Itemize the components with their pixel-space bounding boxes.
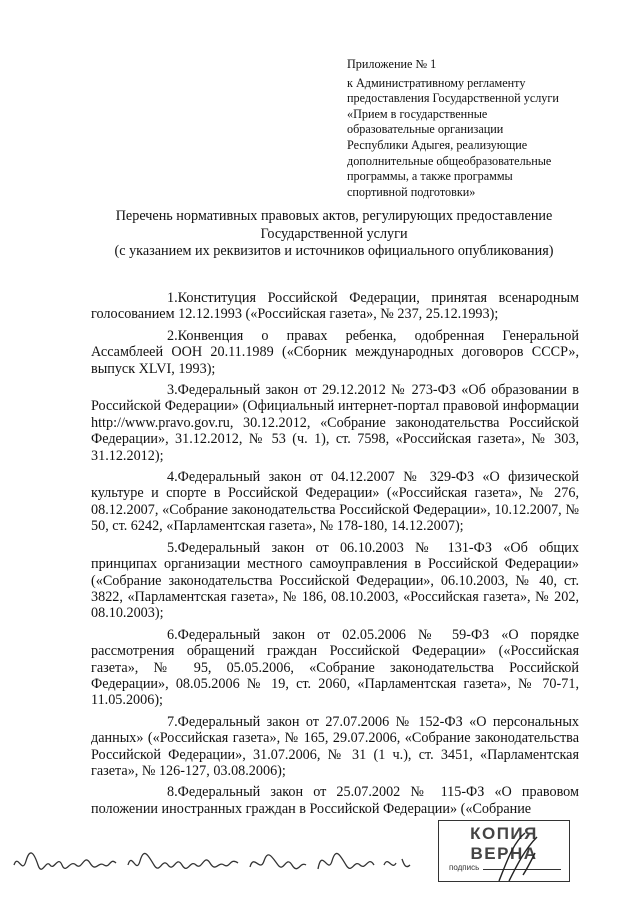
heading-line: (с указанием их реквизитов и источников официального опубликования) — [114, 243, 554, 260]
item-number: 1. — [167, 290, 178, 306]
item-text: Федеральный закон от 04.12.2007 № 329-ФЗ «О физической культуре и спорте в Российской Федерации» («Российская газета», № 276, 08.12.2007, «Собрание законодательства Российской Федерации», 10.12.2007, № 50, ст. 6242, «Парламентская газета», № 178-180, 14.12.2007); — [91, 469, 579, 535]
appendix-line: образовательные организации — [347, 122, 504, 137]
list-item — [91, 382, 579, 464]
appendix-title: Приложение № 1 — [347, 57, 437, 71]
document-heading — [90, 208, 578, 261]
item-number: 7. — [167, 713, 178, 730]
appendix-line: предоставления Государственной услуги — [347, 91, 559, 106]
list-item — [91, 627, 579, 709]
appendix-line: к Административному регламенту — [347, 75, 526, 90]
stamp-title: КОПИЯ ВЕРНА — [470, 824, 538, 863]
appendix-line: программы, а также программы — [347, 169, 513, 184]
appendix-block — [347, 57, 587, 200]
heading-line: Перечень нормативных правовых актов, регулирующих предоставление — [115, 208, 553, 224]
item-text: Федеральный закон от 02.05.2006 № 59-ФЗ «О порядке рассмотрения обращений граждан Российской Федерации» («Российская газета», № 95, 05.05.2006, «Собрание законодательства Российской Федерации», 08.05.2006 № 19, ст. 2060, «Парламентская газета», № 70-71, 11.05.2006); — [91, 626, 579, 709]
appendix-line: спортивной подготовки» — [347, 184, 476, 199]
list-item — [91, 328, 579, 377]
item-number: 5. — [167, 539, 178, 556]
item-text: Конвенция о правах ребенка, одобренная Генеральной Ассамблеей ООН 20.11.1989 («Сборник международных договоров СССР», выпуск XLVI, 1993); — [91, 327, 579, 377]
copy-certified-stamp — [438, 820, 570, 882]
item-number: 3. — [167, 382, 178, 399]
list-item — [91, 540, 579, 622]
item-text: Федеральный закон от 25.07.2002 № 115-ФЗ «О правовом положении иностранных граждан в Российской Федерации» («Собрание — [91, 784, 579, 817]
heading-line: Государственной услуги — [260, 225, 408, 242]
list-item — [91, 469, 579, 535]
list-item — [91, 784, 579, 817]
stamp-sign-label: подпись — [449, 863, 480, 872]
appendix-line: Республики Адыгея, реализующие — [347, 137, 528, 152]
item-number: 8. — [167, 784, 178, 801]
appendix-line: дополнительные общеобразовательные — [347, 153, 552, 168]
item-text: Конституция Российской Федерации, принятая всенародным голосованием 12.12.1993 («Российская газета», № 237, 25.12.1993); — [91, 290, 579, 323]
acts-list — [91, 290, 579, 822]
item-text: Федеральный закон от 27.07.2006 № 152-ФЗ «О персональных данных» («Российская газета», № 165, 29.07.2006, «Собрание законодательства Российской Федерации», 31.07.2006, № 31 (1 ч.), ст. 3451, «Парламентская газета», № 126-127, 03.08.2006); — [91, 713, 579, 779]
item-text: Федеральный закон от 29.12.2012 № 273-ФЗ «Об образовании в Российской Федерации» (Официальный интернет-портал правовой информации http://www.pravo.gov.ru, 30.12.2012, «Собрание законодательства Российской Федерации», 31.12.2012, № 53 (ч. 1), ст. 7598, «Российская газета», № 303, 31.12.2012); — [91, 382, 579, 464]
item-number: 2. — [167, 327, 178, 344]
list-item — [91, 714, 579, 780]
appendix-line: «Прием в государственные — [347, 106, 488, 121]
item-number: 4. — [167, 469, 178, 486]
item-text: Федеральный закон от 06.10.2003 № 131-ФЗ «Об общих принципах организации местного самоуправления в Российской Федерации» («Собрание законодательства Российской Федерации», 06.10.2003, № 40, ст. 3822, «Парламентская газета», № 186, 08.10.2003, «Российская газета», № 202, 08.10.2003); — [91, 539, 579, 622]
signature-scribble — [479, 831, 559, 883]
item-number: 6. — [167, 626, 178, 643]
handwritten-note — [10, 835, 420, 890]
list-item — [91, 290, 579, 323]
